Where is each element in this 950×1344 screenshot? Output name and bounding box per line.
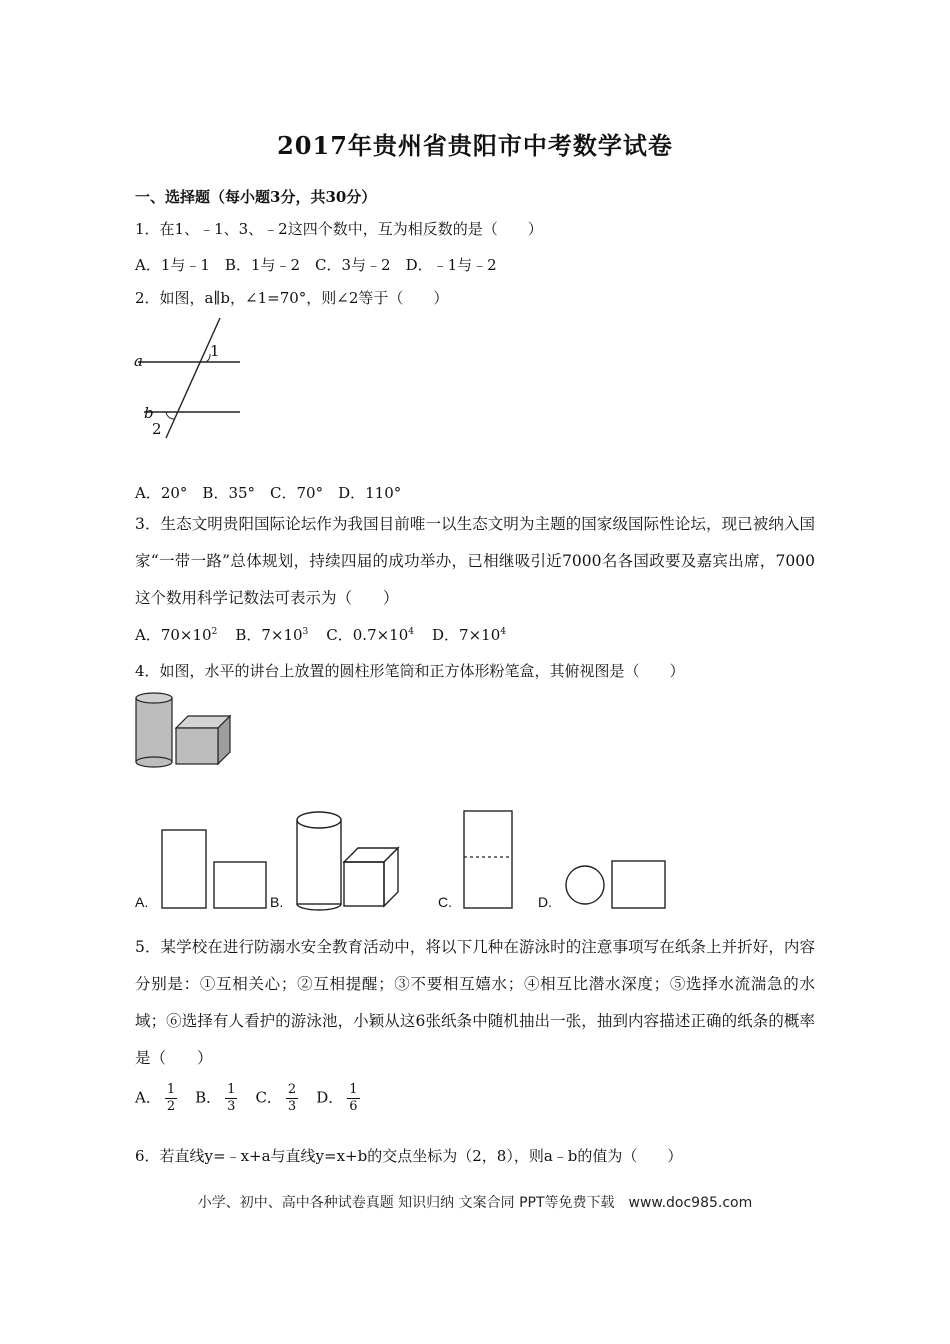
question-1-stem: 1．在1、﹣1、3、﹣2这四个数中，互为相反数的是（ ）: [135, 220, 543, 238]
question-2-stem: 2．如图，a∥b，∠1=70°，则∠2等于（ ）: [135, 289, 449, 307]
question-2-options: A．20° B．35° C．70° D．110°: [135, 484, 402, 502]
option-c-figure: [462, 808, 516, 912]
question-5-options: [135, 1082, 364, 1115]
figure-label-a: a: [134, 352, 143, 370]
q3-option-b: B．$7\times 10^3$: [235, 626, 309, 644]
option-b-figure: [294, 810, 414, 910]
q5-option-c: C． $\frac{2}{3}$: [255, 1082, 297, 1114]
question-3-stem: 3．生态文明贵阳国际论坛作为我国目前唯一以生态文明为主题的国家级国际性论坛，现已被纳入国家“一带一路”总体规划，持续四届的成功举办，已相继吸引近7000名各国政要及嘉宾出席，7000这个数用科学记数法可表示为（ ）: [135, 515, 815, 607]
q4-option-d-label: D.: [538, 894, 552, 910]
option-a-figure: [160, 826, 270, 911]
question-6-stem: 6．若直线y=﹣x+a与直线y=x+b的交点坐标为（2，8），则a﹣b的值为（ ）: [135, 1147, 683, 1165]
option-d-figure: [562, 858, 672, 912]
question-1-options: A．1与﹣1 B．1与﹣2 C．3与﹣2 D．﹣1与﹣2: [135, 256, 497, 274]
q4-option-a-label: A.: [135, 894, 149, 910]
question-5-stem: 5．某学校在进行防溺水安全教育活动中，将以下几种在游泳时的注意事项写在纸条上并折好，内容分别是：①互相关心；②互相提醒；③不要相互嬉水；④相互比潜水深度；⑤选择水流湍急的水域；⑥选择有人看护的游泳池，小颖从这6张纸条中随机抽出一张，抽到内容描述正确的纸条的概率是（ ）: [135, 938, 815, 1067]
q3-option-c: C．$0.7\times 10^4$: [326, 626, 415, 644]
q3-option-a: A．$70\times 10^2$: [135, 626, 218, 644]
q5-option-a: A． $\frac{1}{2}$: [135, 1082, 176, 1114]
q3-option-d: D．$7\times 10^4$: [432, 626, 506, 644]
section-heading: 一、选择题（每小题3分，共30分）: [135, 188, 377, 206]
q4-option-b-label: B.: [270, 894, 284, 910]
q5-option-b: B． $\frac{1}{3}$: [195, 1082, 236, 1114]
q5-option-d: D． $\frac{1}{6}$: [316, 1082, 358, 1114]
figure-label-b: b: [144, 404, 154, 422]
page-title: 2017年贵州省贵阳市中考数学试卷: [277, 131, 673, 160]
figure-label-angle-1: 1: [210, 342, 220, 360]
page-footer[interactable]: 小学、初中、高中各种试卷真题 知识归纳 文案合同 PPT等免费下载 www.doc985.com: [197, 1195, 753, 1211]
question-4-stem: 4．如图，水平的讲台上放置的圆柱形笔筒和正方体形粉笔盒，其俯视图是（ ）: [135, 662, 685, 680]
figure-label-angle-2: 2: [152, 420, 162, 438]
question-3-options: [135, 624, 506, 645]
parallel-lines-figure: [130, 315, 250, 445]
cylinder-and-cube-figure: [134, 690, 244, 770]
q4-option-c-label: C.: [438, 894, 452, 910]
